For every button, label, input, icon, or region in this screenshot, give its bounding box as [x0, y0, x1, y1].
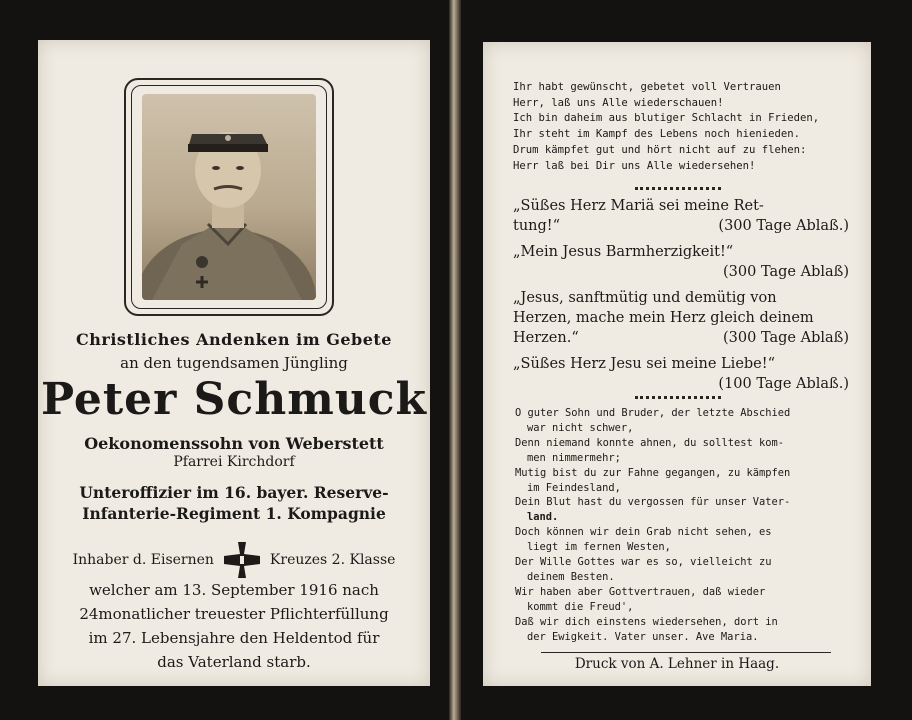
poem-line: Ich bin daheim aus blutiger Schlacht in Frieden,: [513, 112, 820, 125]
poem-line: Ihr steht im Kampf des Lebens noch hienieden.: [513, 128, 801, 141]
opening-poem: [513, 80, 853, 174]
verse-line: land.: [527, 511, 559, 524]
prayer-line: Herzen.“: [513, 330, 579, 346]
card-fold: [449, 0, 461, 720]
verse-line: deinem Besten.: [527, 570, 615, 583]
dotted-divider: [635, 187, 721, 190]
verse-line: O guter Sohn und Bruder, der letzte Abschied: [515, 407, 791, 419]
indulgence-prayers: [513, 196, 849, 394]
indulgence-note: (100 Tage Ablaß.): [718, 376, 849, 392]
family-origin: Oekonomenssohn von Weberstett: [84, 434, 384, 453]
poem-line: Herr, laß uns Alle wiederschauen!: [513, 96, 724, 109]
dotted-divider: [635, 396, 721, 399]
death-text-1: welcher am 13. September 1916 nach: [89, 581, 379, 599]
printer-imprint: Druck von A. Lehner in Haag.: [574, 656, 780, 672]
poem-line: Ihr habt gewünscht, gebetet voll Vertrauen: [513, 81, 781, 93]
photo-frame: [124, 78, 334, 316]
prayer-line: „Süßes Herz Mariä sei meine Ret-: [513, 198, 764, 214]
verse-line: war nicht schwer,: [527, 421, 634, 434]
rank-line-1: Unteroffizier im 16. bayer. Reserve-: [79, 483, 389, 502]
prayer-line: „Süßes Herz Jesu sei meine Liebe!“: [513, 356, 776, 372]
poem-line: Herr laß bei Dir uns Alle wiedersehen!: [513, 159, 756, 172]
decoration-text-a: Inhaber d. Eisernen: [72, 552, 214, 568]
verse-line: Der Wille Gottes war es so, vielleicht zu: [515, 556, 772, 569]
poem-line: Drum kämpfet gut und hört nicht auf zu flehen:: [513, 143, 807, 156]
prayer-line: tung!“: [513, 218, 561, 234]
verse-line: men nimmermehr;: [527, 451, 621, 464]
verse-line: im Feindesland,: [527, 481, 621, 494]
verse-line: Denn niemand konnte ahnen, du solltest kom-: [515, 436, 784, 449]
rank-line-2: Infanterie-Regiment 1. Kompagnie: [82, 504, 386, 523]
verse-line: kommt die Freud',: [527, 600, 634, 613]
verse-line: liegt im fernen Westen,: [527, 541, 671, 554]
death-text-4: das Vaterland starb.: [157, 653, 311, 671]
prayer-line: „Mein Jesus Barmherzigkeit!“: [513, 244, 734, 260]
parish: Pfarrei Kirchdorf: [173, 454, 295, 470]
prayer-line: Herzen, mache mein Herz gleich deinem: [513, 310, 814, 326]
indulgence-note: (300 Tage Ablaß): [723, 330, 849, 346]
farewell-verse: [515, 406, 849, 645]
verse-line: Daß wir dich einstens wiedersehen, dort in: [515, 615, 778, 628]
verse-line: Wir haben aber Gottvertrauen, daß wieder: [515, 585, 766, 598]
verse-line: Dein Blut hast du vergossen für unser Vater-: [515, 496, 791, 509]
verse-line: Mutig bist du zur Fahne gegangen, zu kämpfen: [515, 466, 791, 479]
decoration-text-b: Kreuzes 2. Klasse: [269, 552, 396, 568]
decoration-line: [38, 540, 430, 580]
iron-cross-icon: [222, 540, 262, 580]
verse-line: der Ewigkeit. Vater unser. Ave Maria.: [527, 630, 759, 643]
soldier-portrait-photo: [142, 94, 316, 300]
verse-line: Doch können wir dein Grab nicht sehen, es: [515, 526, 772, 539]
prayer-line: „Jesus, sanftmütig und demütig von: [513, 290, 777, 306]
indulgence-note: (300 Tage Ablaß): [723, 264, 849, 280]
right-page: [483, 42, 871, 686]
memorial-heading: Christliches Andenken im Gebete: [76, 330, 392, 349]
deceased-name: Peter Schmuck: [40, 374, 428, 425]
dedication-line: an den tugendsamen Jüngling: [120, 354, 348, 372]
death-text-2: 24monatlicher treuester Pflichterfüllung: [79, 605, 389, 623]
death-text-3: im 27. Lebensjahre den Heldentod für: [88, 629, 380, 647]
footer-rule: [541, 652, 831, 653]
left-page: [38, 40, 430, 686]
indulgence-note: (300 Tage Ablaß.): [718, 218, 849, 234]
